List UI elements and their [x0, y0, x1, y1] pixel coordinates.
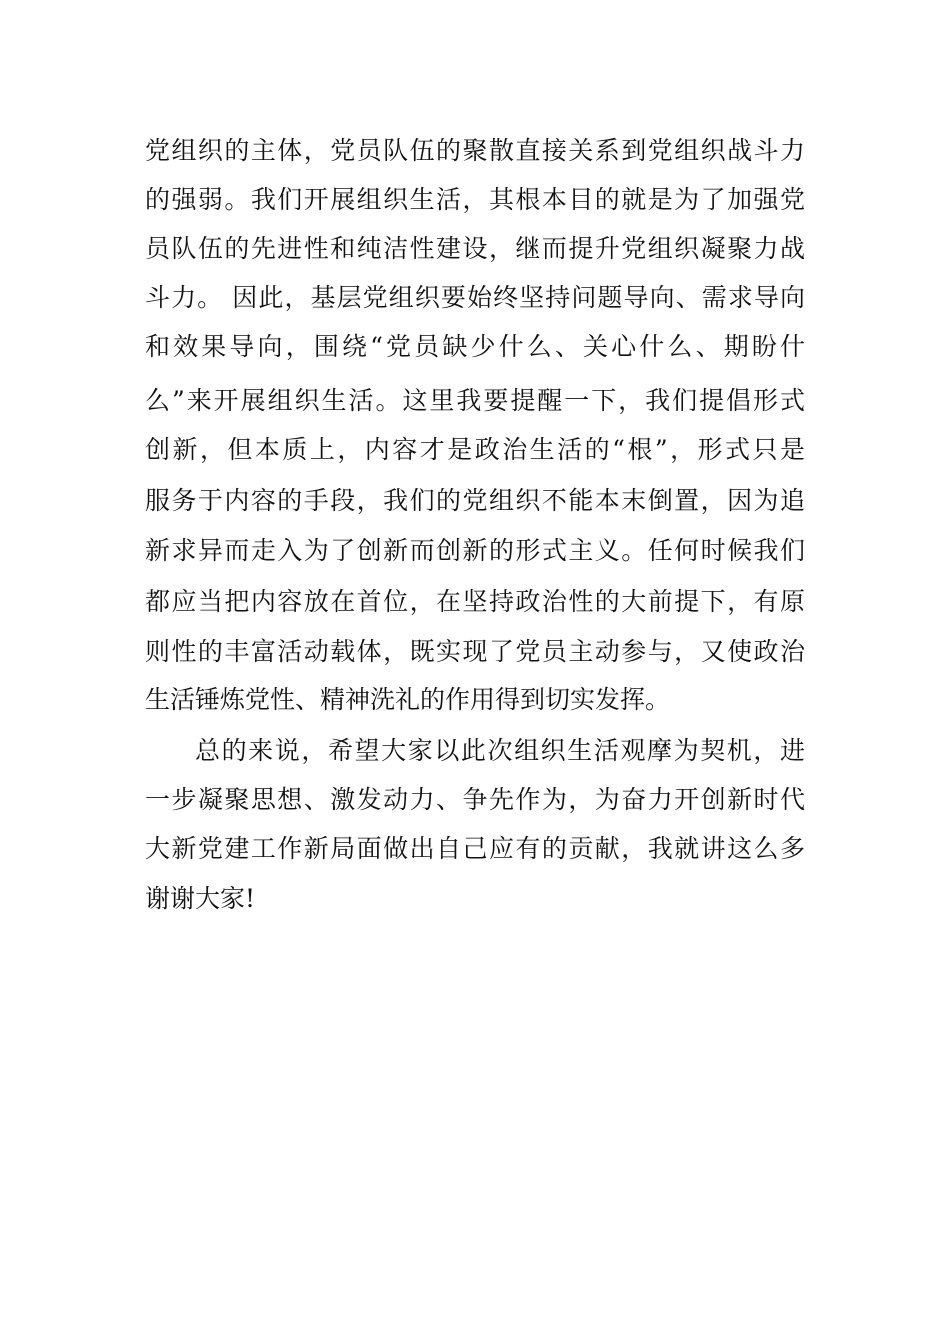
paragraph-line: 么”来开展组织生活。这里我要提醒一下，我们提倡形式 — [145, 386, 805, 415]
paragraph-line: 则性的丰富活动载体，既实现了党员主动参与，又使政治 — [145, 637, 805, 666]
paragraph-line: 服务于内容的手段，我们的党组织不能本末倒置，因为追 — [145, 486, 805, 515]
paragraph-line: 大新党建工作新局面做出自己应有的贡献，我就讲这么多 — [145, 834, 805, 863]
paragraph-line: 都应当把内容放在首位，在坚持政治性的大前提下，有原 — [145, 587, 805, 616]
paragraph-line: 谢谢大家! — [145, 884, 256, 913]
paragraph-line: 党组织的主体，党员队伍的聚散直接关系到党组织战斗力 — [145, 136, 805, 165]
paragraph-line: 斗力。 因此，基层党组织要始终坚持问题导向、需求导向 — [145, 283, 805, 312]
paragraph-line: 一步凝聚思想、激发动力、争先作为，为奋力开创新时代 — [145, 785, 805, 814]
paragraph-line: 的强弱。我们开展组织生活，其根本目的就是为了加强党 — [145, 185, 805, 214]
paragraph-line: 创新，但本质上，内容才是政治生活的“根”，形式只是 — [145, 435, 805, 464]
paragraph-line: 生活锤炼党性、精神洗礼的作用得到切实发挥。 — [145, 685, 671, 714]
paragraph-line: 总的来说，希望大家以此次组织生活观摩为契机，进 — [195, 736, 805, 765]
paragraph-line: 新求异而走入为了创新而创新的形式主义。任何时候我们 — [145, 536, 805, 565]
paragraph-line: 和效果导向，围绕“党员缺少什么、关心什么、期盼什 — [145, 332, 805, 361]
paragraph-line: 员队伍的先进性和纯洁性建设，继而提升党组织凝聚力战 — [145, 234, 805, 263]
